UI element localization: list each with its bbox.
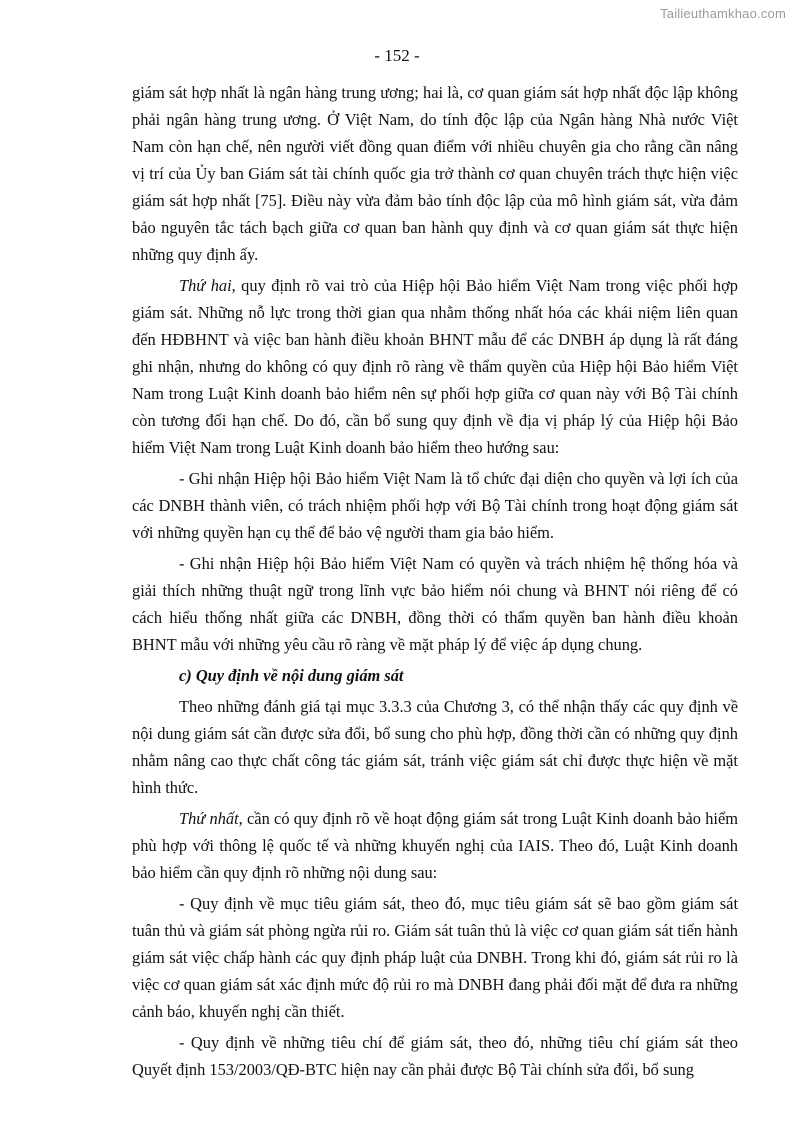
- paragraph-6-lead: Thứ nhất: [179, 809, 239, 828]
- paragraph-2-text: , quy định rõ vai trò của Hiệp hội Bảo hiểm Việt Nam trong việc phối hợp giám sát. Những nỗ lực trong thời gian qua nhằm thống nhất hóa các khái niệm liên quan đến HĐBHNT và việc ban hành điều khoản BHNT mẫu để các DNBH áp dụng là rất đáng ghi nhận, nhưng do không có quy định rõ ràng về thẩm quyền của Hiệp hội Bảo hiểm Việt Nam trong Luật Kinh doanh bảo hiểm nên sự phối hợp giữa cơ quan này với Bộ Tài chính còn tương đối hạn chế. Do đó, cần bổ sung quy định về địa vị pháp lý của Hiệp hội Bảo hiểm Việt Nam trong Luật Kinh doanh bảo hiểm theo hướng sau:: [132, 276, 738, 457]
- page-number: - 152 -: [374, 46, 420, 65]
- section-heading: c) Quy định về nội dung giám sát: [179, 666, 404, 685]
- paragraph-3: - Ghi nhận Hiệp hội Bảo hiểm Việt Nam là tổ chức đại diện cho quyền và lợi ích của các DNBH thành viên, có trách nhiệm phối hợp với Bộ Tài chính trong hoạt động giám sát với những quyền hạn cụ thể để bảo vệ người tham gia bảo hiểm.: [132, 469, 738, 542]
- paragraph-2-lead: Thứ hai: [179, 276, 232, 295]
- paragraph-5: Theo những đánh giá tại mục 3.3.3 của Chương 3, có thể nhận thấy các quy định về nội dung giám sát cần được sửa đổi, bổ sung cho phù hợp, đồng thời cần có những quy định nhằm nâng cao thực chất công tác giám sát, tránh việc giám sát chỉ được thực hiện về mặt hình thức.: [132, 697, 738, 797]
- document-body: [132, 79, 738, 1087]
- paragraph-1: giám sát hợp nhất là ngân hàng trung ương; hai là, cơ quan giám sát hợp nhất độc lập không phải ngân hàng trung ương. Ở Việt Nam, do tính độc lập của Ngân hàng Nhà nước Việt Nam còn hạn chế, nên người viết đồng quan điểm với nhiều chuyên gia cho rằng cần nâng vị trí của Ủy ban Giám sát tài chính quốc gia trở thành cơ quan chuyên trách thực hiện việc giám sát hợp nhất [75]. Điều này vừa đảm bảo tính độc lập của mô hình giám sát, vừa đảm bảo nguyên tắc tách bạch giữa cơ quan ban hành quy định và cơ quan giám sát thực hiện những quy định ấy.: [132, 83, 738, 264]
- paragraph-2: [132, 272, 738, 461]
- paragraph-8: - Quy định về những tiêu chí để giám sát, theo đó, những tiêu chí giám sát theo Quyết định 153/2003/QĐ-BTC hiện nay cần phải được Bộ Tài chính sửa đổi, bổ sung: [132, 1033, 738, 1079]
- paragraph-4: - Ghi nhận Hiệp hội Bảo hiểm Việt Nam có quyền và trách nhiệm hệ thống hóa và giải thích những thuật ngữ trong lĩnh vực bảo hiểm nói chung và BHNT nói riêng để có cách hiểu thống nhất giữa các DNBH, đồng thời có thẩm quyền ban hành điều khoản BHNT mẫu với những yêu cầu rõ ràng về mặt pháp lý để việc áp dụng chung.: [132, 554, 738, 654]
- paragraph-6: [132, 805, 738, 886]
- watermark: Tailieuthamkhao.com: [660, 6, 786, 21]
- paragraph-7: - Quy định về mục tiêu giám sát, theo đó, mục tiêu giám sát sẽ bao gồm giám sát tuân thủ và giám sát phòng ngừa rủi ro. Giám sát tuân thủ là việc cơ quan giám sát tiến hành giám sát việc chấp hành các quy định pháp luật của DNBH. Trong khi đó, giám sát rủi ro là việc cơ quan giám sát xác định mức độ rủi ro mà DNBH đang phải đối mặt để đưa ra những cảnh báo, khuyến nghị cần thiết.: [132, 894, 738, 1021]
- paragraph-6-text: , cần có quy định rõ về hoạt động giám sát trong Luật Kinh doanh bảo hiểm phù hợp với thông lệ quốc tế và những khuyến nghị của IAIS. Theo đó, Luật Kinh doanh bảo hiểm cần quy định rõ những nội dung sau:: [132, 809, 738, 882]
